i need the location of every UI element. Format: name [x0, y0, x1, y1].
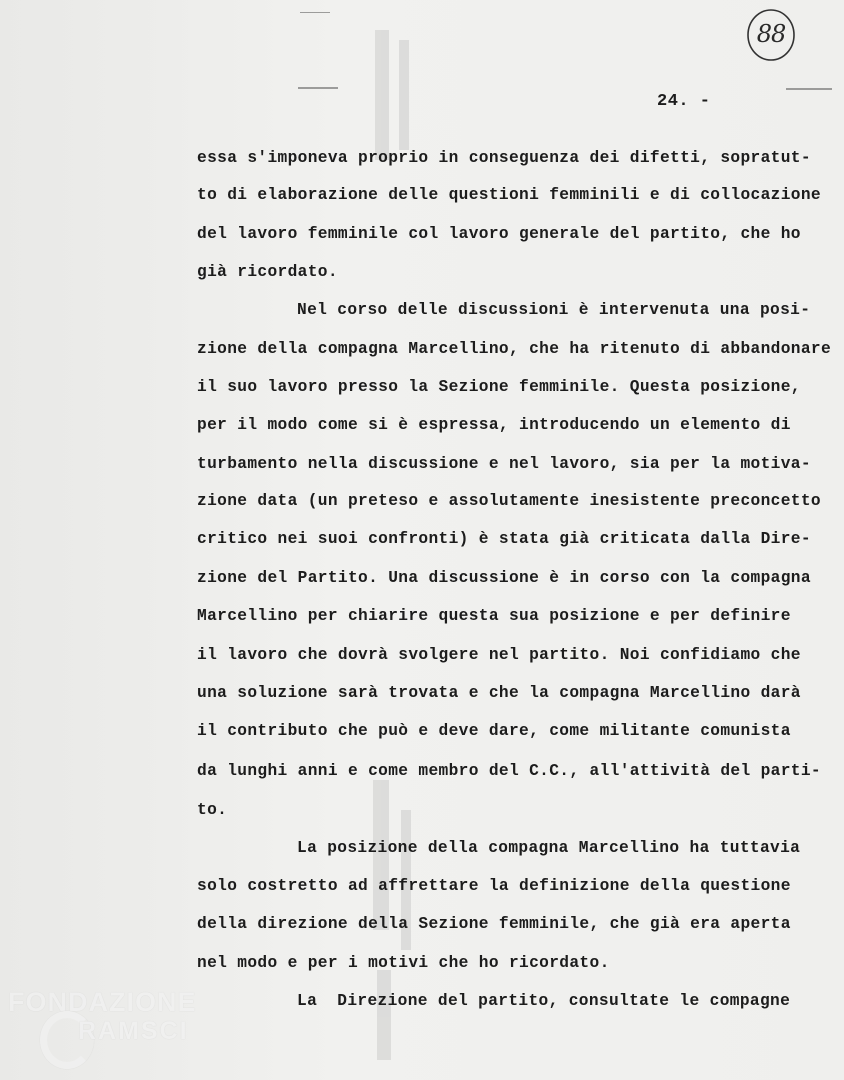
text-line: della direzione della Sezione femminile, che già era aperta — [197, 915, 791, 933]
text-line: già ricordato. — [197, 263, 338, 281]
text-line: Nel corso delle discussioni è intervenuta una posi- — [297, 301, 811, 319]
text-line: Marcellino per chiarire questa sua posizione e per definire — [197, 607, 791, 625]
fondazione-gramsci-watermark — [8, 987, 218, 1077]
text-line: turbamento nella discussione e nel lavoro, sia per la motiva- — [197, 455, 811, 473]
text-line: to. — [197, 801, 228, 819]
text-line: il contributo che può e deve dare, come militante comunista — [197, 722, 791, 740]
text-line: da lunghi anni e come membro del C.C., all'attività del parti- — [197, 762, 821, 780]
text-line: solo costretto ad affrettare la definizione della questione — [197, 877, 791, 895]
page-number: 24. - — [657, 92, 711, 111]
text-line: il suo lavoro presso la Sezione femminile. Questa posizione, — [197, 378, 801, 396]
text-line: La Direzione del partito, consultate le compagne — [297, 992, 791, 1010]
text-line: una soluzione sarà trovata e che la compagna Marcellino darà — [197, 684, 801, 702]
text-line: to di elaborazione delle questioni femminili e di collocazione — [197, 186, 821, 204]
text-line: La posizione della compagna Marcellino ha tuttavia — [297, 839, 801, 857]
watermark-line-2: RAMSCI — [78, 1017, 189, 1045]
text-line: nel modo e per i motivi che ho ricordato. — [197, 954, 610, 972]
text-line: critico nei suoi confronti) è stata già criticata dalla Dire- — [197, 530, 811, 548]
watermark-line-1: FONDAZIONE — [8, 987, 197, 1017]
text-line: il lavoro che dovrà svolgere nel partito. Noi confidiamo che — [197, 646, 801, 664]
text-line: per il modo come si è espressa, introducendo un elemento di — [197, 416, 791, 434]
text-line: zione della compagna Marcellino, che ha ritenuto di abbandonare — [197, 340, 832, 358]
text-line: essa s'imponeva proprio in conseguenza dei difetti, sopratut- — [197, 149, 811, 167]
text-line: del lavoro femminile col lavoro generale del partito, che ho — [197, 225, 801, 243]
text-line: zione data (un preteso e assolutamente inesistente preconcetto — [197, 492, 821, 510]
text-line: zione del Partito. Una discussione è in corso con la compagna — [197, 569, 811, 587]
folio-number: 88 — [756, 20, 786, 48]
